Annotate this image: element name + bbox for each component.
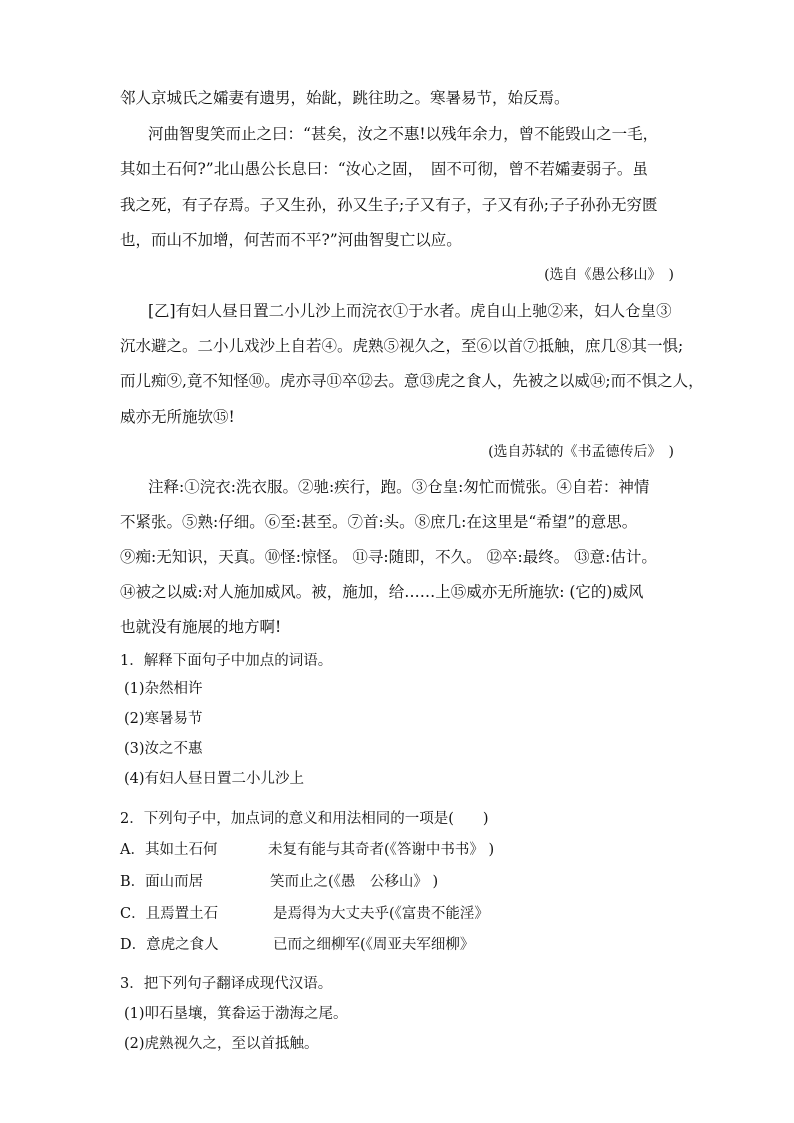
passage-jia-line: 我之死，有子存焉。子又生孙，孙又生子;子又有子，子又有孙;子子孙孙无穷匮 — [120, 196, 658, 214]
question-2-option-a-compare: 未复有能与其奇者(《答谢中书书》 ) — [268, 842, 495, 858]
question-2-option-c-compare: 是焉得为大丈夫乎(《富贵不能淫》 — [273, 906, 489, 922]
notes-line: 注释:①浣衣:洗衣服。②驰:疾行，跑。③仓皇:匆忙而慌张。④自若：神情 — [148, 478, 650, 496]
passage-yi-line: 而儿痴⑨,竟不知怪⑩。虎亦寻⑪卒⑫去。意⑬虎之食人，先被之以威⑭;而不惧之人， — [120, 372, 704, 390]
passage-yi-line: [乙]有妇人昼日置二小儿沙上而浣衣①于水者。虎自山上驰②来，妇人仓皇③ — [148, 302, 672, 320]
question-1-item: (4)有妇人昼日置二小儿沙上 — [124, 771, 305, 787]
question-1-title: 1．解释下面句子中加点的词语。 — [120, 653, 333, 669]
question-1-item: (3)汝之不惠 — [124, 741, 203, 757]
notes-line: 不紧张。⑤熟:仔细。⑥至:甚至。⑦首:头。⑧庶几:在这里是“希望”的意思。 — [120, 513, 638, 531]
question-1-item: (2)寒暑易节 — [124, 711, 203, 727]
passage-jia-line: 河曲智叟笑而止之曰：“甚矣，汝之不惠!以残年余力，曾不能毁山之一毛， — [148, 125, 659, 143]
passage-yi-source: (选自苏轼的《书孟德传后》 ) — [488, 444, 674, 460]
notes-line: 也就没有施展的地方啊! — [120, 618, 282, 636]
question-2-option-a: A．其如土石何 — [120, 842, 218, 858]
notes-line: ⑭被之以威:对人施加威风。被，施加，给……上⑮威亦无所施欤: (它的)威风 — [120, 583, 644, 601]
passage-jia-line: 邻人京城氏之孀妻有遗男，始龀，跳往助之。寒暑易节，始反焉。 — [120, 89, 570, 107]
question-3-title: 3．把下列句子翻译成现代汉语。 — [120, 976, 333, 992]
passage-jia-source: (选自《愚公移山》 ) — [544, 267, 674, 283]
passage-yi-line: 威亦无所施欤⑮! — [120, 408, 235, 426]
question-3-item: (1)叩石垦壤，箕畚运于渤海之尾。 — [124, 1006, 348, 1022]
question-2-title: 2．下列句子中，加点词的意义和用法相同的一项是( ) — [120, 811, 489, 827]
passage-jia-line: 也，而山不加增，何苦而不平?”河曲智叟亡以应。 — [120, 231, 462, 249]
question-2-option-d-compare: 已而之细柳军(《周亚夫军细柳》 — [273, 937, 475, 953]
passage-jia-line: 其如土石何?”北山愚公长息曰：“汝心之固， 固不可彻，曾不若孀妻弱子。虽 — [120, 160, 648, 178]
question-1-item: (1)杂然相许 — [124, 681, 203, 697]
passage-yi-line: 沉水避之。二小儿戏沙上自若④。虎熟⑤视久之，至⑥以首⑦抵触，庶几⑧其一惧; — [120, 337, 684, 355]
question-2-option-d: D．意虎之食人 — [120, 937, 219, 953]
question-2-option-b-compare: 笑而止之(《愚 公移山》 ) — [270, 874, 439, 890]
question-2-option-b: B．面山而居 — [120, 874, 204, 890]
notes-line: ⑨痴:无知识，天真。⑩怪:惊怪。 ⑪寻:随即，不久。 ⑫卒:最终。 ⑬意:估计。 — [120, 548, 657, 566]
question-3-item: (2)虎熟视久之，至以首抵触。 — [124, 1036, 319, 1052]
question-2-option-c: C．且焉置土石 — [120, 906, 219, 922]
